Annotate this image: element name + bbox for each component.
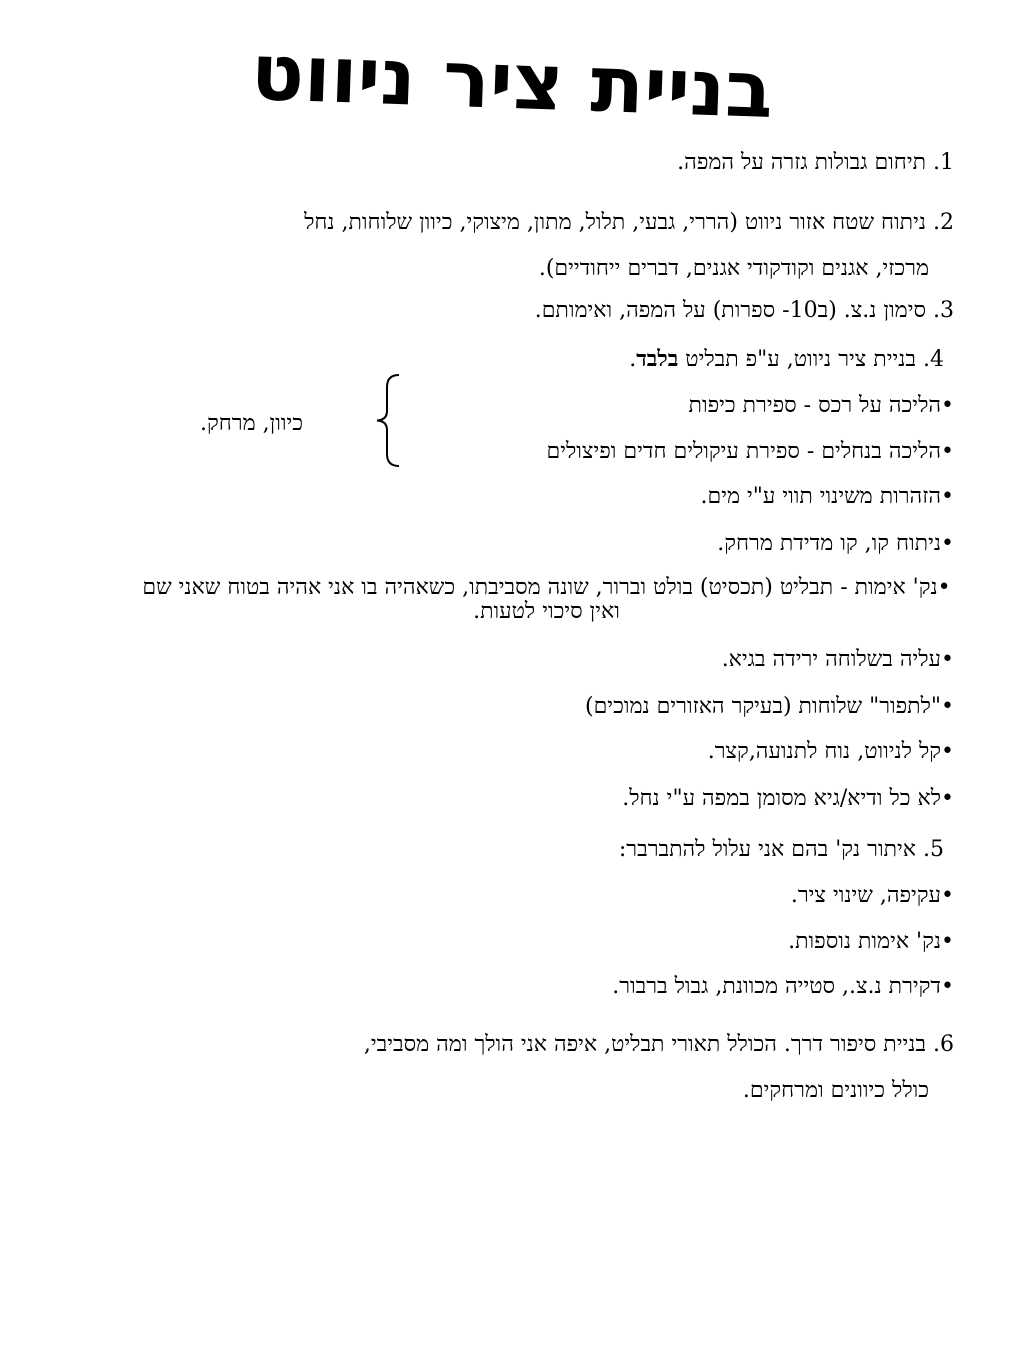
item-6-line-1: 6. בניית סיפור דרך. הכולל תאורי תבליט, איפה אני הולך ומה מסביבי, [363,1032,954,1057]
bullet-dot: • [937,575,951,600]
bullet-line-analysis [717,530,954,558]
bullet-text: הליכה על רכס - ספירת כיפות [688,393,942,418]
bullet-text: לא כל ודיא/גיא מסומן במפה ע"י נחל. [622,786,942,811]
item-5: 5. איתור נק' בהם אני עלול להתברבר: [618,837,944,862]
bullet-dot: • [941,786,954,811]
item-3: 3. סימון נ.צ. (ב10- ספרות) על המפה, ואימותם. [534,298,954,323]
bullet-dot: • [941,739,954,764]
bullet-bypass [791,882,954,910]
bullet-text: הליכה בנחלים - ספירת עיקולים חדים ופיצולים [546,439,942,464]
bullet-wadi-note [622,785,954,813]
bullet-sew-spurs [585,693,954,721]
bullet-text: נק' אימות - תבליט (תכסיט) בולט וברור, שונה מסביבתו, כשאהיה בו אני אהיה בטוח שאני שם ואין סיכוי לטעות. [142,575,938,624]
bullet-verification-point [139,576,954,624]
bullet-dot: • [941,929,954,954]
item-4 [629,345,944,374]
bullet-text: עקיפה, שינוי ציר. [790,883,942,908]
bullet-water-warning [700,483,954,511]
bullet-stream-walking [547,438,954,466]
item-2-line-1: 2. ניתוח שטח אזור ניווט (הררי, גבעי, תלול, מתון, מיצוקי, כיוון שלוחות, נחל [304,210,954,235]
bullet-dot: • [941,694,954,719]
bullet-coordinate-stab [612,973,954,1001]
bullet-text: עליה בשלוחה ירידה בגיא. [721,647,942,672]
bullet-text: ניתוח קו, קו מדידת מרחק. [717,531,942,556]
item-1: 1. תיחום גבולות גזרה על המפה. [677,150,954,175]
item-4-prefix: 4. בניית ציר ניווט, ע"פ תבליט [678,347,944,372]
item-4-suffix: . [629,347,637,372]
curly-brace-icon [373,373,403,468]
bullet-easy-navigation [708,738,954,766]
bullet-dot: • [941,647,954,672]
bullet-dot: • [941,883,954,908]
bullet-text: קל לניווט, נוח לתנועה,קצר. [707,739,942,764]
item-4-bold: בלבד [636,346,679,372]
bullet-dot: • [941,439,954,464]
bullet-text: הזהרות משינוי תווי ע"י מים. [700,484,942,509]
bullet-dot: • [941,393,954,418]
bullet-spur-climb [722,646,954,674]
bullet-extra-verification [788,928,954,956]
item-6-line-2: כולל כיוונים ומרחקים. [742,1078,929,1103]
bullet-dot: • [941,974,954,999]
item-2-line-2: מרכזי, אגנים וקודקודי אגנים, דברים ייחודיים). [538,256,929,281]
bullet-text: דקירת נ.צ., סטייה מכוונת, גבול ברבור. [612,974,942,999]
brace-note: כיוון, מרחק. [200,411,304,436]
bullet-ridge-walking [689,392,954,420]
bullet-text: נק' אימות נוספות. [788,929,942,954]
page-title: בניית ציר ניווט [249,27,775,137]
bullet-dot: • [941,531,954,556]
bullet-text: "לתפור" שלוחות (בעיקר האזורים נמוכים) [585,694,942,719]
bullet-dot: • [941,484,954,509]
